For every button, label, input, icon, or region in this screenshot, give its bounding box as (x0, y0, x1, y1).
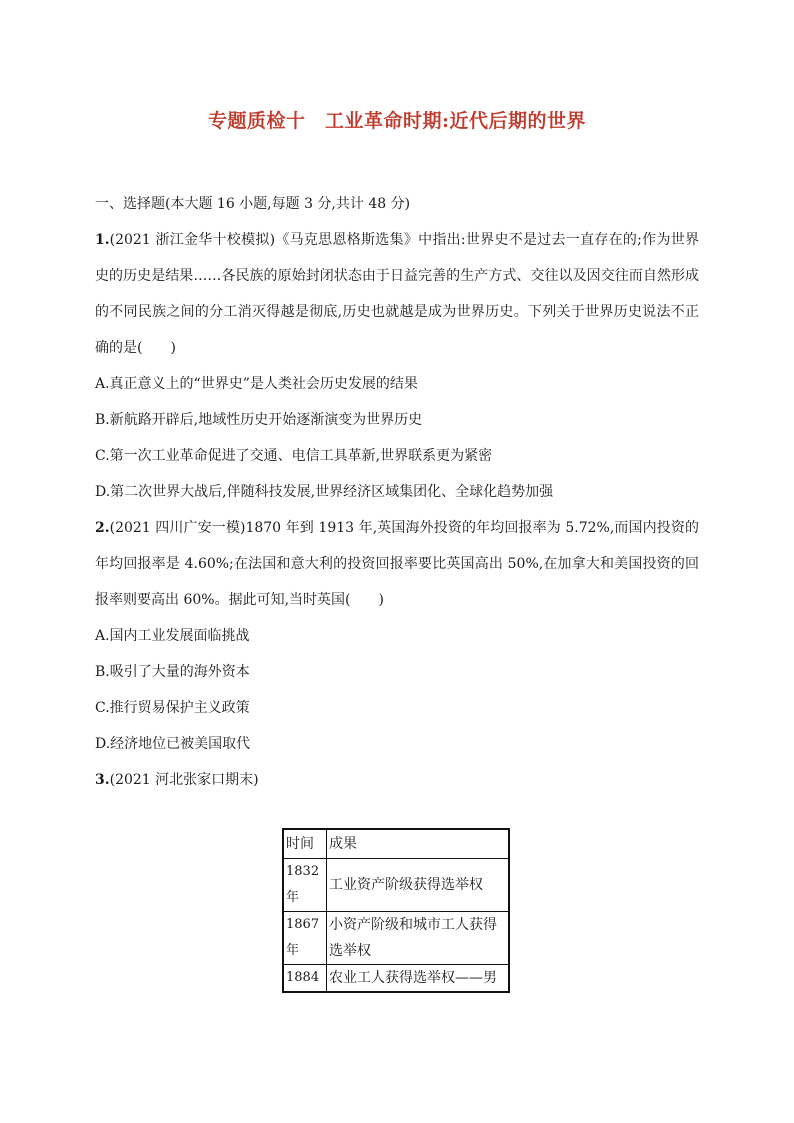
question-2-stem: (2021 四川广安一模)1870 年到 1913 年,英国海外投资的年均回报率为 5.72%,而国内投资的年均回报率是 4.60%;在法国和意大利的投资回报率要比英国高出 50%,在加拿大和美国投资的回报率则要高出 60%。据此可知,当时英国( ) (95, 520, 699, 608)
question-3-stem: (2021 河北张家口期末) (109, 772, 259, 788)
question-1 (95, 222, 699, 366)
question-1-option-a: A.真正意义上的“世界史”是人类社会历史发展的结果 (95, 376, 418, 392)
table-cell-time: 1867 年 (283, 912, 327, 965)
question-3-number: 3. (95, 772, 110, 788)
table-header-time: 时间 (283, 829, 327, 859)
table-cell-time: 1884 (283, 965, 327, 993)
table-header-result: 成果 (327, 829, 510, 859)
question-1-option-c: C.第一次工业革命促进了交通、电信工具革新,世界联系更为紧密 (95, 448, 493, 464)
question-1-number: 1. (95, 232, 110, 248)
question-2-option-d: D.经济地位已被美国取代 (95, 736, 251, 752)
question-2-option-a: A.国内工业发展面临挑战 (95, 628, 250, 644)
question-1-option-b: B.新航路开辟后,地域性历史开始逐渐演变为世界历史 (95, 412, 423, 428)
suffrage-table (282, 828, 510, 993)
table-cell-time: 1832 年 (283, 859, 327, 912)
table-cell-result: 农业工人获得选举权——男 (327, 965, 510, 993)
question-2 (95, 510, 699, 618)
table-row (283, 912, 509, 965)
page-title: 专题质检十 工业革命时期:近代后期的世界 (207, 110, 586, 132)
question-1-stem: (2021 浙江金华十校模拟)《马克思恩格斯选集》中指出:世界史不是过去一直存在的;作为世界史的历史是结果……各民族的原始封闭状态由于日益完善的生产方式、交往以及因交往而自然形成的不同民族之间的分工消灭得越是彻底,历史也就越是成为世界历史。下列关于世界历史说法不正确的是( ) (95, 232, 699, 356)
table-row (283, 859, 509, 912)
question-2-option-b: B.吸引了大量的海外资本 (95, 664, 250, 680)
question-2-number: 2. (95, 520, 110, 536)
question-1-option-d: D.第二次世界大战后,伴随科技发展,世界经济区域集团化、全球化趋势加强 (95, 484, 554, 500)
section-header: 一、选择题(本大题 16 小题,每题 3 分,共计 48 分) (95, 196, 411, 212)
question-3 (95, 762, 699, 798)
table-row (283, 965, 509, 993)
question-2-option-c: C.推行贸易保护主义政策 (95, 700, 250, 716)
table-cell-result: 小资产阶级和城市工人获得选举权 (327, 912, 510, 965)
table-header-row (283, 829, 509, 859)
question-section (95, 186, 699, 798)
table-cell-result: 工业资产阶级获得选举权 (327, 859, 510, 912)
